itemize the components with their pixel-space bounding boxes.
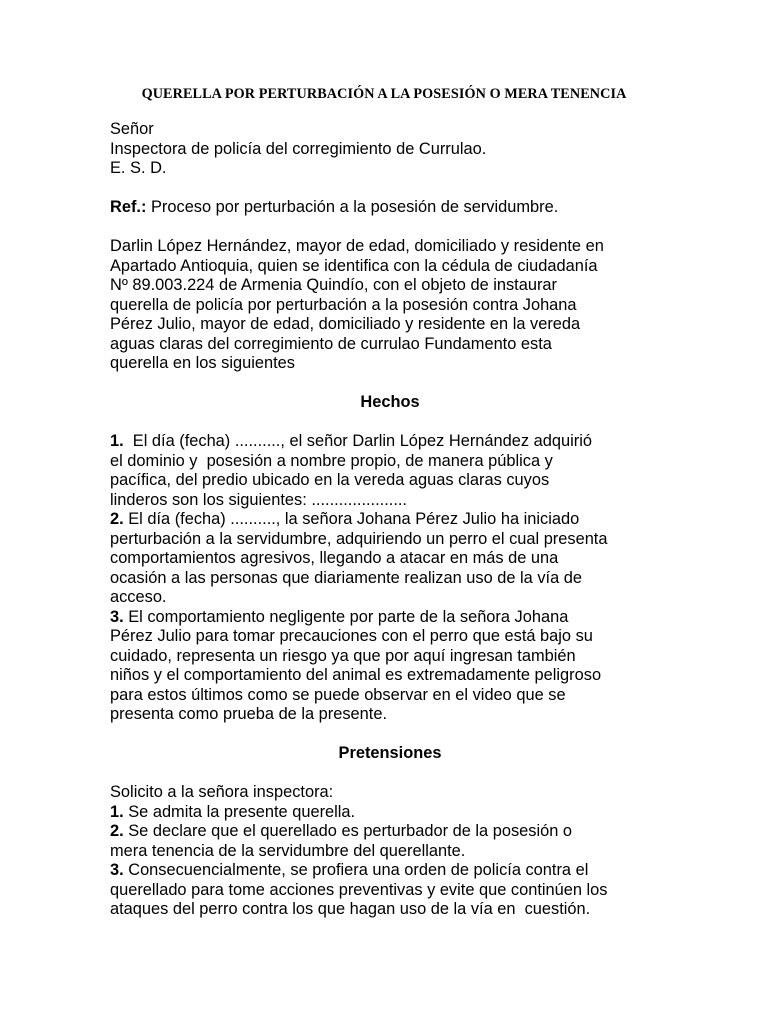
hecho-item-continuation: Pérez Julio para tomar precauciones con el perro que está bajo su: [110, 627, 593, 645]
reference-text: Proceso por perturbación a la posesión de servidumbre.: [146, 198, 559, 216]
paragraph-line: Apartado Antioquia, quien se identifica con la cédula de ciudadanía: [110, 256, 598, 275]
paragraph-line: Nº 89.003.224 de Armenia Quindío, con el objeto de instaurar: [110, 276, 558, 294]
hecho-item-number: 2.: [110, 510, 124, 528]
hecho-item: [110, 432, 670, 510]
hecho-item-continuation: ocasión a las personas que diariamente realizan uso de la vía de: [110, 568, 582, 587]
addressee-salutation: Señor: [110, 120, 154, 138]
pretension-item-first-line: [110, 822, 670, 842]
spacer: [110, 374, 670, 394]
paragraph-line: Darlin López Hernández, mayor de edad, domiciliado y residente en: [110, 237, 604, 255]
hecho-item-text: El comportamiento negligente por parte de la señora Johana: [123, 607, 569, 626]
paragraph-line: querella de policía por perturbación a la posesión contra Johana: [110, 295, 577, 314]
hechos-heading: Hechos: [360, 393, 420, 411]
hecho-item-continuation: acceso.: [110, 588, 167, 606]
pretension-item: [110, 861, 670, 920]
pretension-item-text: Se declare que el querellado es perturbador de la posesión o: [123, 822, 572, 840]
pretension-item-continuation: ataques del perro contra los que hagan uso de la vía en cuestión.: [110, 900, 591, 918]
hecho-item-continuation: perturbación a la servidumbre, adquiriendo un perro el cual presenta: [110, 529, 608, 548]
pretension-item-first-line: [110, 803, 670, 823]
pretension-item-text: Consecuencialmente, se profiera una orden de policía contra el: [123, 861, 589, 879]
hecho-item-continuation: el dominio y posesión a nombre propio, de manera pública y: [110, 451, 553, 470]
hecho-item-continuation: pacífica, del predio ubicado en la vereda aguas claras cuyos: [110, 471, 550, 489]
hecho-item-number: 1.: [110, 432, 124, 450]
spacer: [110, 218, 670, 238]
pretension-item-continuation: mera tenencia de la servidumbre del querellante.: [110, 841, 466, 860]
hecho-item-first-line: [110, 432, 670, 452]
spacer: [110, 179, 670, 199]
pretension-item-first-line: [110, 861, 670, 881]
hecho-item-continuation: cuidado, representa un riesgo ya que por aquí ingresan también: [110, 646, 576, 665]
hecho-item-number: 3.: [110, 607, 124, 626]
hecho-item-continuation: linderos son los siguientes: .....................: [110, 490, 407, 509]
pretension-item: [110, 803, 670, 823]
hecho-item: [110, 510, 670, 608]
addressee-esd: E. S. D.: [110, 159, 167, 177]
paragraph-line: querella en los siguientes: [110, 354, 295, 372]
hecho-item-continuation: para estos últimos como se puede observar en el video que se: [110, 685, 566, 704]
pretensiones-lead: Solicito a la señora inspectora:: [110, 783, 334, 801]
hechos-list: [110, 432, 670, 725]
pretension-item-text: Se admita la presente querella.: [123, 802, 356, 821]
pretension-item-number: 1.: [110, 802, 124, 821]
hecho-item-continuation: niños y el comportamiento del animal es extremadamente peligroso: [110, 666, 602, 684]
pretension-item-number: 2.: [110, 822, 124, 840]
hecho-item: [110, 608, 670, 725]
spacer: [110, 413, 670, 433]
spacer: [110, 764, 670, 784]
paragraph-line: Pérez Julio, mayor de edad, domiciliado y residente en la vereda: [110, 315, 581, 333]
pretensiones-list: [110, 803, 670, 920]
spacer: [110, 725, 670, 745]
hecho-item-first-line: [110, 608, 670, 628]
hecho-item-text: El día (fecha) .........., la señora Johana Pérez Julio ha iniciado: [123, 510, 580, 528]
hecho-item-first-line: [110, 510, 670, 530]
pretensiones-heading: Pretensiones: [338, 744, 442, 762]
addressee-office: Inspectora de policía del corregimiento de Currulao.: [110, 139, 487, 158]
document-title: QUERELLA POR PERTURBACIÓN A LA POSESIÓN O MERA TENENCIA: [141, 86, 627, 102]
document-body: [110, 120, 670, 920]
intro-paragraph: [110, 237, 670, 374]
pretension-item-continuation: querellado para tome acciones preventivas y evite que continúen los: [110, 880, 608, 899]
hecho-item-text: El día (fecha) .........., el señor Darlin López Hernández adquirió: [123, 432, 592, 450]
pretension-item: [110, 822, 670, 861]
pretension-item-number: 3.: [110, 861, 124, 879]
paragraph-line: aguas claras del corregimiento de currulao Fundamento esta: [110, 334, 552, 353]
hecho-item-continuation: presenta como prueba de la presente.: [110, 705, 388, 723]
reference-label: Ref.:: [110, 198, 147, 216]
hecho-item-continuation: comportamientos agresivos, llegando a atacar en más de una: [110, 549, 559, 567]
reference-line: [110, 198, 670, 218]
